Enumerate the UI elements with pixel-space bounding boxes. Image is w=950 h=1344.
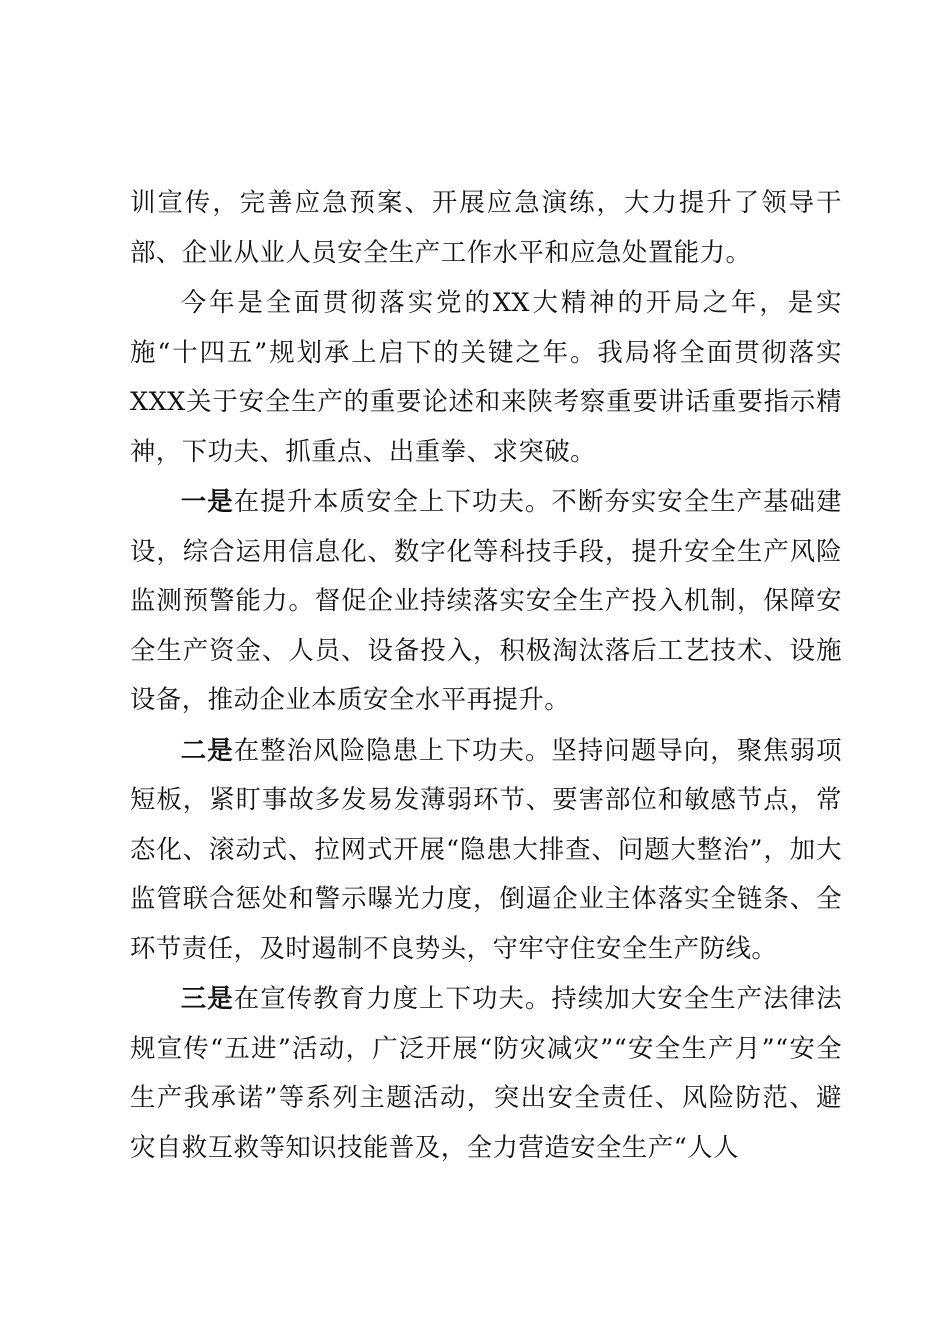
- paragraph-point-one: [130, 477, 842, 725]
- paragraph-point-three: [130, 974, 842, 1172]
- document-body: [130, 178, 842, 1172]
- paragraph-lead: 一是: [180, 486, 234, 516]
- paragraph-text: 今年是全面贯彻落实党的XX大精神的开局之年，是实施“十四五”规划承上启下的关键之年。我局将全面贯彻落实XXX关于安全生产的重要论述和来陕考察重要讲话重要指示精神，下功夫、抓重点、出重拳、求突破。: [130, 287, 842, 466]
- paragraph-text: 在宣传教育力度上下功夫。持续加大安全生产法律法规宣传“五进”活动，广泛开展“防灾减灾”“安全生产月”“安全生产我承诺”等系列主题活动，突出安全责任、风险防范、避灾自救互救等知识技能普及，全力营造安全生产“人人: [130, 983, 843, 1162]
- paragraph-intro: [130, 278, 842, 476]
- paragraph-lead: 三是: [180, 983, 234, 1013]
- paragraph-text: 在整治风险隐患上下功夫。坚持问题导向，聚焦弱项短板，紧盯事故多发易发薄弱环节、要害部位和敏感节点，常态化、滚动式、拉网式开展“隐患大排查、问题大整治”，加大监管联合惩处和警示曝光力度，倒逼企业主体落实全链条、全环节责任，及时遏制不良势头，守牢守住安全生产防线。: [130, 734, 843, 963]
- paragraph-text: 训宣传，完善应急预案、开展应急演练，大力提升了领导干部、企业从业人员安全生产工作水平和应急处置能力。: [130, 187, 842, 267]
- paragraph-text: 在提升本质安全上下功夫。不断夯实安全生产基础建设，综合运用信息化、数字化等科技手段，提升安全生产风险监测预警能力。督促企业持续落实安全生产投入机制，保障安全生产资金、人员、设备投入，积极淘汰落后工艺技术、设施设备，推动企业本质安全水平再提升。: [130, 486, 843, 714]
- paragraph-lead: 二是: [180, 734, 234, 765]
- paragraph-continuation: [130, 178, 842, 277]
- paragraph-point-two: [130, 726, 842, 974]
